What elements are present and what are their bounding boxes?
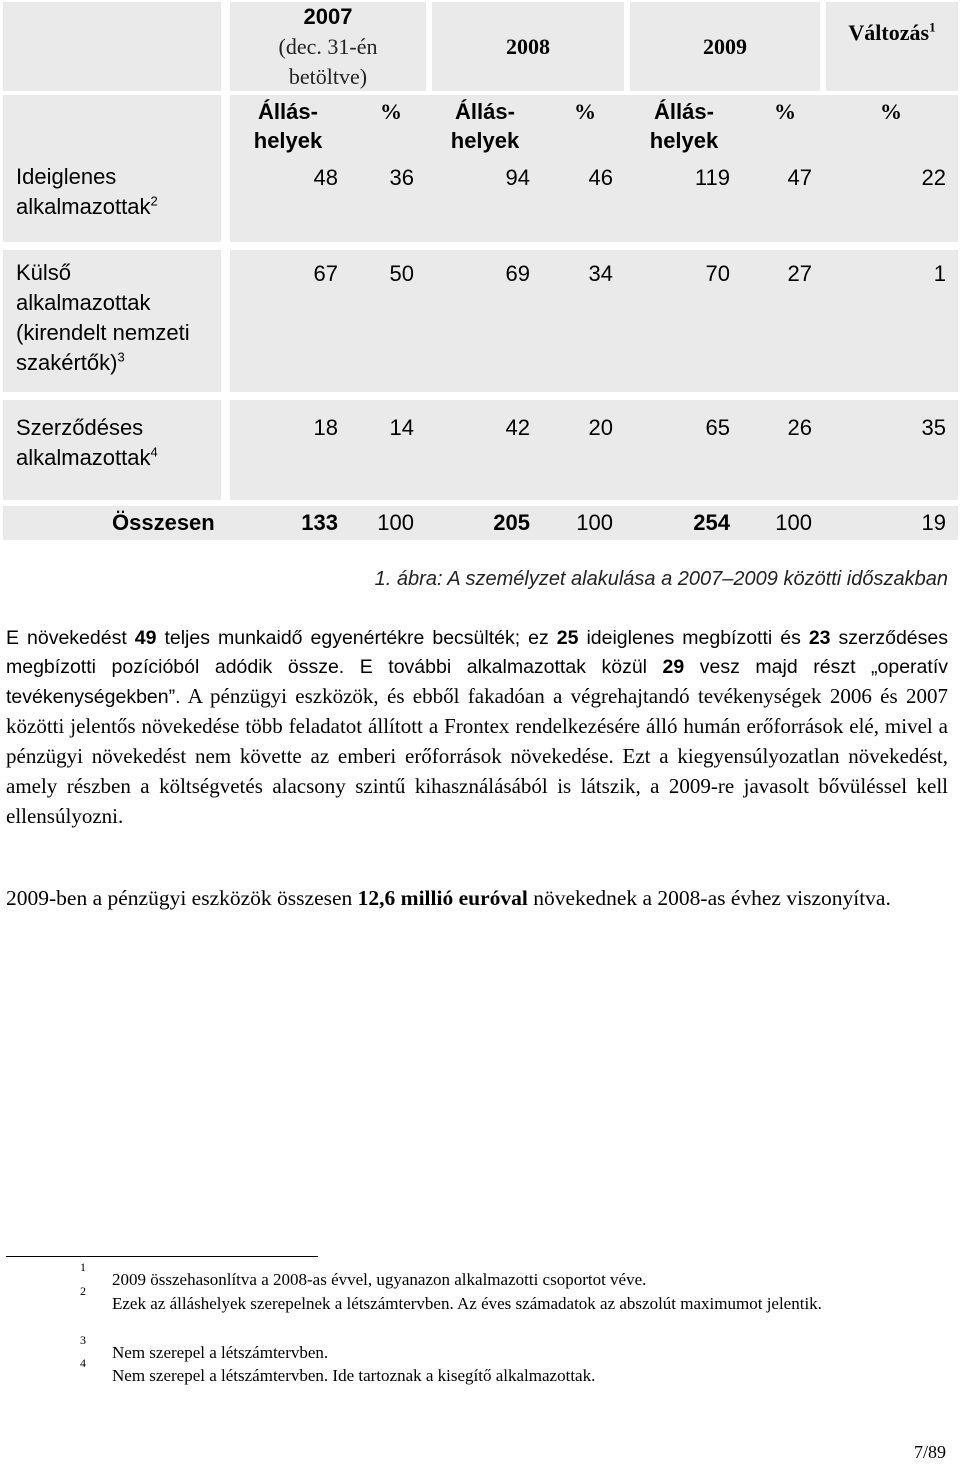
row-label-external	[16, 258, 190, 378]
para-number: 23	[808, 627, 831, 649]
total-value: 133	[301, 510, 338, 535]
cell-value: 18	[313, 415, 338, 440]
header-2007: 2007	[303, 4, 353, 29]
figure-caption: 1. ábra: A személyzet alakulása a 2007–2009 közötti időszakban	[374, 568, 948, 590]
footnote-text: Nem szerepel a létszámtervben.	[112, 1343, 329, 1362]
body-paragraph-finance	[6, 884, 948, 913]
row-label-temporary	[16, 162, 158, 222]
page-number: 7/89	[913, 1442, 946, 1462]
header-2007-sub1: (dec. 31-én	[278, 34, 378, 59]
footnote-number: 1	[80, 1260, 86, 1274]
header-2008: 2008	[506, 34, 550, 59]
cell-value: 35	[921, 415, 946, 440]
row-label-line: Szerződéses	[16, 415, 144, 440]
total-label: Összesen	[112, 510, 215, 535]
header-change-label: Változás	[848, 20, 930, 45]
para-text: szerződéses megbízotti pozícióból adódik össze. E további alkalmazottak közül	[6, 627, 948, 678]
cell-value: 27	[787, 261, 812, 286]
cell-value: 34	[588, 261, 613, 286]
table-cell-corner	[3, 2, 221, 91]
row-label-sup: 4	[150, 444, 158, 460]
subheader-posts-2007	[240, 97, 336, 155]
footnote-number: 4	[80, 1356, 86, 1370]
posts-line2: helyek	[450, 128, 520, 153]
footnote-number: 3	[80, 1333, 86, 1347]
row-label-line-sup-wrap	[16, 192, 158, 222]
para-text: ideiglenes megbízotti és	[578, 627, 809, 649]
total-value: 100	[377, 510, 414, 535]
row-label-sup: 3	[117, 349, 125, 365]
posts-line1: Állás-	[654, 99, 714, 124]
total-value: 19	[921, 510, 946, 535]
para-number: 49	[134, 627, 157, 649]
cell-value: 20	[588, 415, 613, 440]
header-change-sup: 1	[929, 19, 936, 35]
cell-value: 67	[313, 261, 338, 286]
subheader-percent-2008: %	[574, 99, 596, 124]
row-label-line-sup-wrap	[16, 348, 190, 378]
row-label-line: alkalmazottak	[16, 445, 151, 470]
cell-value: 46	[588, 165, 613, 190]
subheader-percent-change: %	[880, 99, 902, 124]
para-number: 25	[556, 627, 579, 649]
row-label-line: alkalmazottak	[16, 290, 151, 315]
para-text: teljes munkaidő egyenértékre becsülték; ez	[156, 627, 557, 649]
cell-value: 94	[505, 165, 530, 190]
footnote-text: 2009 összehasonlítva a 2008-as évvel, ugyanazon alkalmazotti csoportot véve.	[112, 1270, 647, 1289]
posts-line2: helyek	[253, 128, 323, 153]
row-label-contract	[16, 413, 158, 473]
header-change	[826, 18, 958, 48]
header-2007-sub2: betöltve)	[288, 64, 368, 89]
para-text: növekednek a 2008-as évhez viszonyítva.	[527, 886, 891, 910]
posts-line1: Állás-	[455, 99, 515, 124]
subheader-posts-2008	[437, 97, 533, 155]
cell-value: 42	[505, 415, 530, 440]
subheader-posts-2009	[636, 97, 732, 155]
footnote-number: 2	[80, 1284, 86, 1298]
cell-value: 50	[389, 261, 414, 286]
cell-value: 22	[921, 165, 946, 190]
cell-value: 65	[705, 415, 730, 440]
para-bold-amount: 12,6 millió euróval	[357, 886, 528, 910]
cell-value: 47	[787, 165, 812, 190]
row-label-line-sup-wrap	[16, 443, 158, 473]
posts-line1: Állás-	[258, 99, 318, 124]
cell-value: 119	[694, 165, 730, 190]
row-label-line: alkalmazottak	[16, 194, 151, 219]
total-value: 254	[693, 510, 730, 535]
para-text: E növekedést	[6, 627, 135, 649]
cell-value: 69	[505, 261, 530, 286]
cell-value: 48	[313, 165, 338, 190]
cell-value: 36	[389, 165, 414, 190]
cell-value: 1	[933, 261, 946, 286]
footnote-separator	[6, 1256, 318, 1257]
row-label-line: Külső	[16, 260, 72, 285]
para-text: 2009-ben a pénzügyi eszközök összesen	[6, 886, 358, 910]
para-text: vesz majd részt „operatív tevékenységekben”.	[6, 656, 948, 708]
subheader-percent-2007: %	[380, 99, 402, 124]
para-number: 29	[662, 656, 685, 678]
body-paragraph-staff	[6, 624, 948, 832]
para-text-serif: A pénzügyi eszközök, és ebből fakadóan a végrehajtandó tevékenységek 2006 és 2007 közötti jelentős növekedése több feladatot állított a Frontex rendelkezésére álló humán erőforrások elé, mivel a pénzügyi növekedést nem követte az emberi erőforrások növekedése. Ezt a kiegyensúlyozatlan növekedést, amely részben a költségvetés alacsony szintű kihasználásából is látszik, a 2009-re javasolt bővüléssel kell ellensúlyozni.	[6, 684, 948, 828]
row-label-sup: 2	[150, 193, 158, 209]
cell-value: 70	[705, 261, 730, 286]
footnote-text: Nem szerepel a létszámtervben. Ide tartoznak a kisegítő alkalmazottak.	[112, 1366, 596, 1385]
subheader-percent-2009: %	[774, 99, 796, 124]
row-label-line: szakértők)	[16, 350, 118, 375]
cell-value: 14	[389, 415, 414, 440]
row-label-line: Ideiglenes	[16, 164, 117, 189]
header-2009: 2009	[703, 34, 747, 59]
total-value: 100	[576, 510, 613, 535]
total-value: 100	[775, 510, 812, 535]
total-value: 205	[493, 510, 530, 535]
footnote-text: Ezek az álláshelyek szerepelnek a létszámtervben. Az éves számadatok az abszolút maximumot jelentik.	[112, 1294, 822, 1313]
row-label-line: (kirendelt nemzeti	[16, 320, 190, 345]
posts-line2: helyek	[649, 128, 719, 153]
cell-value: 26	[787, 415, 812, 440]
